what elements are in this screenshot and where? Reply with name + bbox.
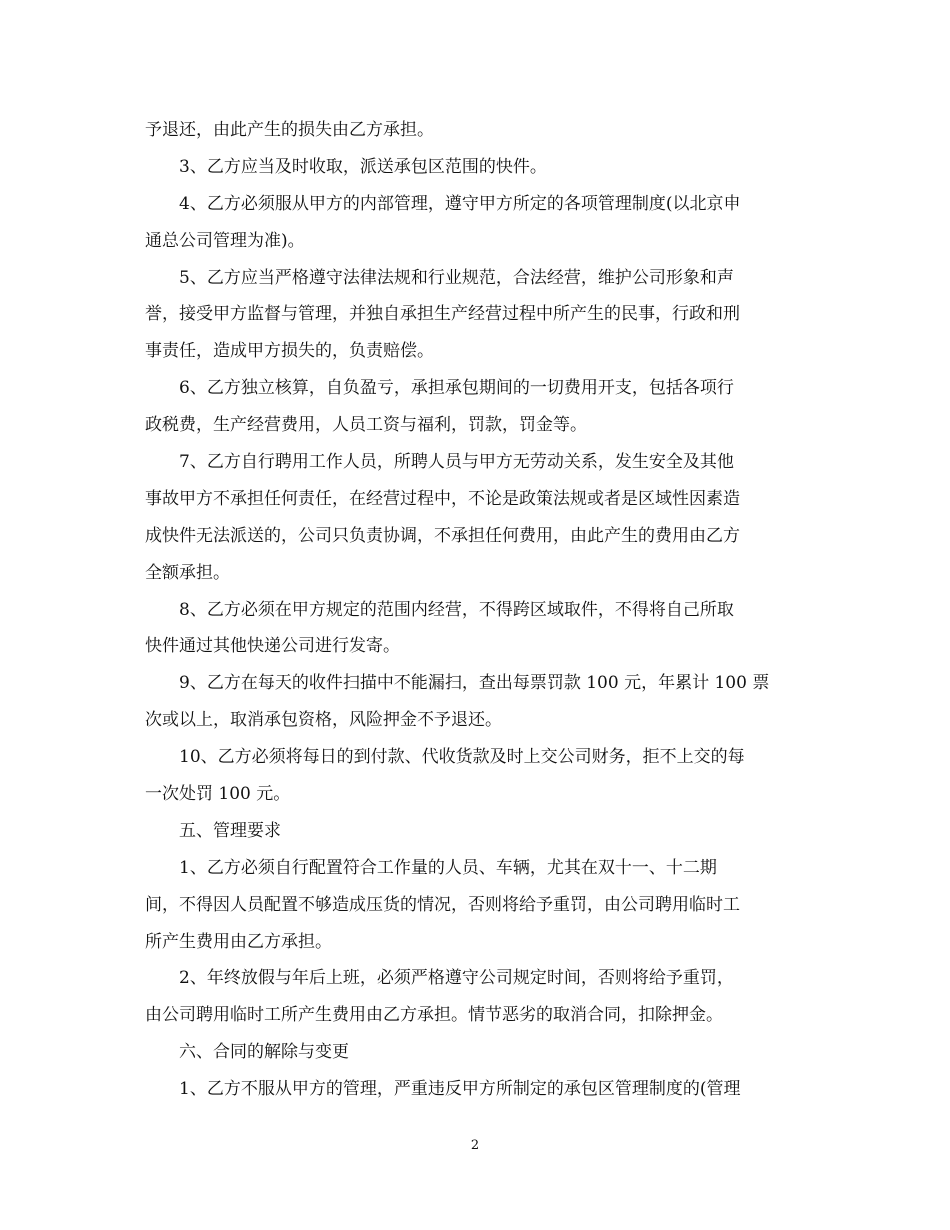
text-line: 事故甲方不承担任何责任，在经营过程中，不论是政策法规或者是区域性因素造 (145, 488, 740, 509)
text-line: 8、乙方必须在甲方规定的范围内经营，不得跨区域取件，不得将自己所取 (179, 599, 734, 620)
text-line: 予退还，由此产生的损失由乙方承担。 (145, 120, 434, 140)
text-line: 一次处罚 100 元。 (145, 784, 291, 805)
text-line: 间，不得因人员配置不够造成压货的情况，否则将给予重罚，由公司聘用临时工 (145, 894, 740, 915)
text-line: 誉，接受甲方监督与管理，并独自承担生产经营过程中所产生的民事，行政和刑 (145, 304, 740, 325)
text-line: 3、乙方应当及时收取，派送承包区范围的快件。 (179, 156, 547, 177)
text-line: 9、乙方在每天的收件扫描中不能漏扫，查出每票罚款 100 元，年累计 100 票 (179, 673, 770, 694)
text-line: 通总公司管理为准)。 (145, 230, 305, 251)
text-line: 快件通过其他快递公司进行发寄。 (145, 636, 400, 657)
section-heading: 六、合同的解除与变更 (179, 1042, 349, 1063)
text-line: 事责任，造成甲方损失的，负责赔偿。 (145, 341, 434, 362)
text-line: 2、年终放假与年后上班，必须严格遵守公司规定时间，否则将给予重罚， (179, 968, 734, 989)
text-line: 5、乙方应当严格遵守法律法规和行业规范，合法经营，维护公司形象和声 (179, 267, 734, 288)
text-line: 政税费，生产经营费用，人员工资与福利，罚款，罚金等。 (145, 415, 587, 436)
document-body (145, 112, 807, 1108)
text-line: 由公司聘用临时工所产生费用由乙方承担。情节恶劣的取消合同，扣除押金。 (145, 1005, 723, 1026)
text-line: 10、乙方必须将每日的到付款、代收货款及时上交公司财务，拒不上交的每 (179, 747, 745, 768)
section-heading: 五、管理要求 (179, 820, 281, 841)
text-line: 4、乙方必须服从甲方的内部管理，遵守甲方所定的各项管理制度(以北京申 (179, 193, 741, 214)
text-line: 成快件无法派送的，公司只负责协调，不承担任何费用，由此产生的费用由乙方 (145, 525, 740, 546)
text-line: 1、乙方不服从甲方的管理，严重违反甲方所制定的承包区管理制度的(管理 (179, 1079, 741, 1100)
text-line: 全额承担。 (145, 562, 230, 583)
text-line: 所产生费用由乙方承担。 (145, 931, 332, 952)
text-line: 1、乙方必须自行配置符合工作量的人员、车辆，尤其在双十一、十二期 (179, 857, 717, 878)
text-line: 7、乙方自行聘用工作人员，所聘人员与甲方无劳动关系，发生安全及其他 (179, 452, 734, 473)
text-line: 6、乙方独立核算，自负盈亏，承担承包期间的一切费用开支，包括各项行 (179, 378, 734, 399)
text-line: 次或以上，取消承包资格，风险押金不予退还。 (145, 710, 502, 731)
page-number: 2 (470, 1138, 480, 1153)
